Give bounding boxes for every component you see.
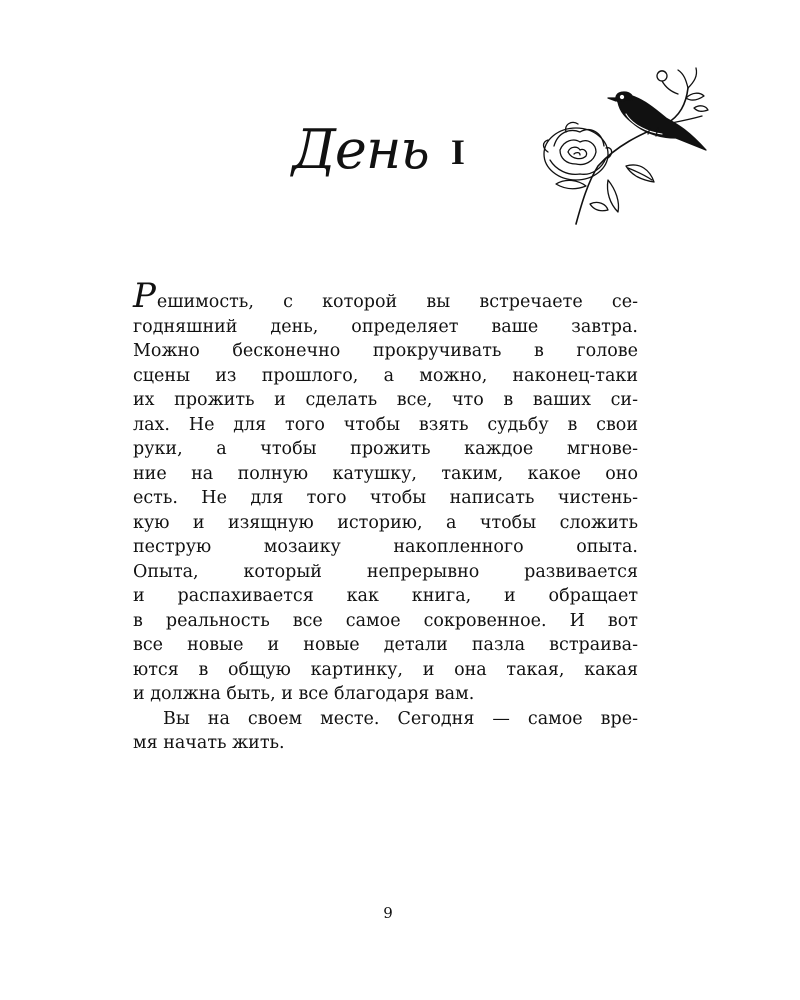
body-text — [133, 276, 638, 756]
bird-on-flower-branch-icon — [536, 62, 716, 230]
text-line: руки, а чтобы прожить каждое мгнове- — [133, 439, 638, 459]
text-line: кую и изящную историю, а чтобы сложить — [133, 512, 638, 533]
text-line: сцены из прошлого, а можно, наконец-таки — [133, 365, 638, 386]
drop-cap: Р — [133, 276, 156, 316]
chapter-number: I — [450, 132, 465, 172]
text-line: ются в общую картинку, и она такая, какая — [133, 659, 638, 680]
text-line: Вы на своем месте. Сегодня — самое вре- — [163, 708, 638, 729]
chapter-title-word: День — [292, 118, 429, 181]
text-line: лах. Не для того чтобы взять судьбу в свои — [133, 414, 638, 435]
text-line: годняшний день, определяет ваше завтра. — [133, 316, 638, 337]
page-number: 9 — [383, 904, 393, 922]
text-line: мя начать жить. — [133, 733, 285, 753]
text-line: и распахивается как книга, и обращает — [133, 586, 638, 606]
text-line: в реальность все самое сокровенное. И вот — [133, 610, 638, 631]
text-line: Можно бесконечно прокручивать в голове — [133, 341, 638, 361]
chapter-title — [292, 118, 465, 198]
text-line: их прожить и сделать все, что в ваших си- — [133, 390, 638, 410]
text-line: ние на полную катушку, таким, какое оно — [133, 463, 638, 484]
text-line: и должна быть, и все благодаря вам. — [133, 684, 475, 704]
text-line: Опыта, который непрерывно развивается — [133, 561, 638, 582]
text-line: Решимость, с которой вы встречаете се- — [133, 276, 638, 316]
text-line: пеструю мозаику накопленного опыта. — [133, 537, 638, 557]
text-line: есть. Не для того чтобы написать чистень- — [133, 488, 638, 508]
text-line: все новые и новые детали пазла встраива- — [133, 635, 638, 655]
